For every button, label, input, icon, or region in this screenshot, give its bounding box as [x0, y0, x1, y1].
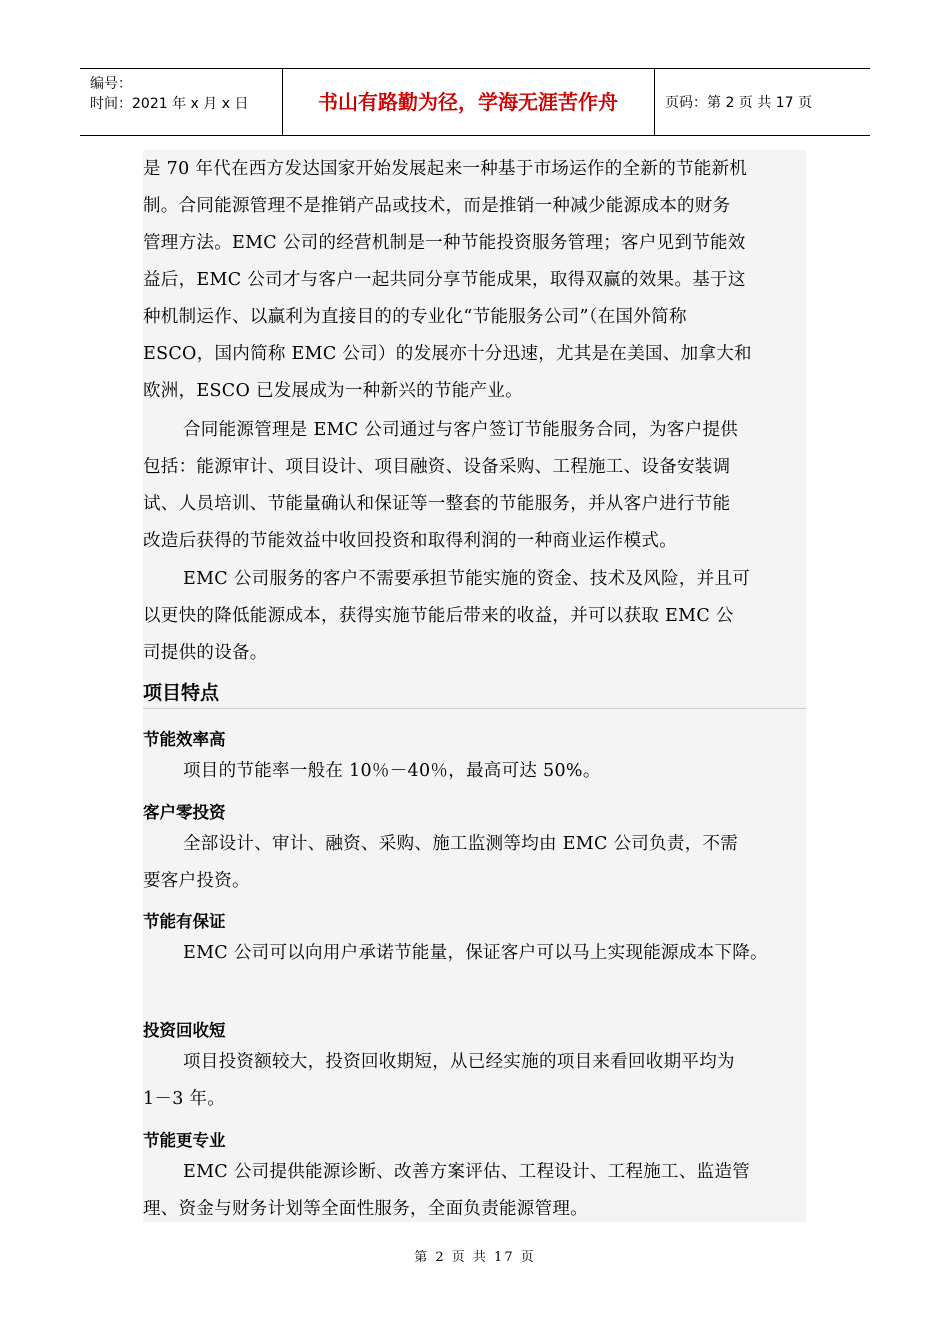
- text-line: 益后，EMC 公司才与客户一起共同分享节能成果，取得双赢的效果。基于这: [143, 270, 746, 290]
- text-line: 项目的节能率一般在 10％－40％，最高可达 50%。: [183, 761, 601, 781]
- header-motto: 书山有路勤为径，学海无涯苦作舟: [282, 69, 655, 135]
- text-line: 1－3 年。: [143, 1089, 226, 1109]
- feature-heading: 投资回收短: [143, 1021, 226, 1040]
- text-line: 要客户投资。: [143, 871, 250, 891]
- feature-body: [143, 826, 807, 900]
- page-footer: 第 2 页 共 17 页: [414, 1250, 536, 1265]
- feature-heading: 节能有保证: [143, 912, 226, 931]
- text-line: EMC 公司服务的客户不需要承担节能实施的资金、技术及风险，并且可: [183, 569, 751, 589]
- section-title: 项目特点: [143, 682, 220, 704]
- text-line: 理、资金与财务计划等全面性服务，全面负责能源管理。: [143, 1199, 588, 1219]
- text-line: 是 70 年代在西方发达国家开始发展起来一种基于市场运作的全新的节能新机: [143, 159, 748, 179]
- text-line: 全部设计、审计、融资、采购、施工监测等均由 EMC 公司负责，不需: [183, 834, 739, 854]
- text-line: 以更快的降低能源成本，获得实施节能后带来的收益，并可以获取 EMC 公: [143, 606, 734, 626]
- text-line: 试、人员培训、节能量确认和保证等一整套的节能服务，并从客户进行节能: [143, 494, 731, 514]
- text-line: 欧洲，ESCO 已发展成为一种新兴的节能产业。: [143, 381, 523, 401]
- section-divider: [143, 708, 806, 709]
- doc-date: 时间：2021 年 x 月 x 日: [90, 96, 249, 112]
- text-line: 项目投资额较大，投资回收期短，从已经实施的项目来看回收期平均为: [183, 1052, 735, 1072]
- intro-paragraph-2: [143, 412, 807, 560]
- feature-body: [143, 753, 807, 790]
- header-meta: [80, 69, 283, 135]
- text-line: 合同能源管理是 EMC 公司通过与客户签订节能服务合同，为客户提供: [183, 420, 739, 440]
- feature-heading: 节能效率高: [143, 730, 226, 749]
- text-line: 管理方法。EMC 公司的经营机制是一种节能投资服务管理；客户见到节能效: [143, 233, 746, 253]
- intro-paragraph-1: [143, 151, 807, 410]
- feature-heading: 节能更专业: [143, 1131, 226, 1150]
- feature-heading: 客户零投资: [143, 803, 226, 822]
- text-line: 制。合同能源管理不是推销产品或技术，而是推销一种减少能源成本的财务: [143, 196, 731, 216]
- text-line: ESCO，国内简称 EMC 公司）的发展亦十分迅速，尤其是在美国、加拿大和: [143, 344, 752, 364]
- doc-number-label: 编号：: [90, 76, 132, 92]
- feature-body: [143, 1154, 807, 1228]
- text-line: 司提供的设备。: [143, 643, 268, 663]
- page-header: [80, 68, 870, 136]
- text-line: 改造后获得的节能效益中收回投资和取得利润的一种商业运作模式。: [143, 531, 677, 551]
- feature-body: [143, 935, 807, 972]
- feature-body: [143, 1044, 807, 1118]
- text-line: 包括：能源审计、项目设计、项目融资、设备采购、工程施工、设备安装调: [143, 457, 731, 477]
- intro-paragraph-3: [143, 561, 807, 672]
- header-page-info: 页码：第 2 页 共 17 页: [665, 95, 812, 111]
- text-line: EMC 公司提供能源诊断、改善方案评估、工程设计、工程施工、监造管: [183, 1162, 751, 1182]
- text-line: 种机制运作、以赢利为直接目的的专业化“节能服务公司”（在国外简称: [143, 307, 687, 327]
- text-line: EMC 公司可以向用户承诺节能量，保证客户可以马上实现能源成本下降。: [183, 943, 768, 963]
